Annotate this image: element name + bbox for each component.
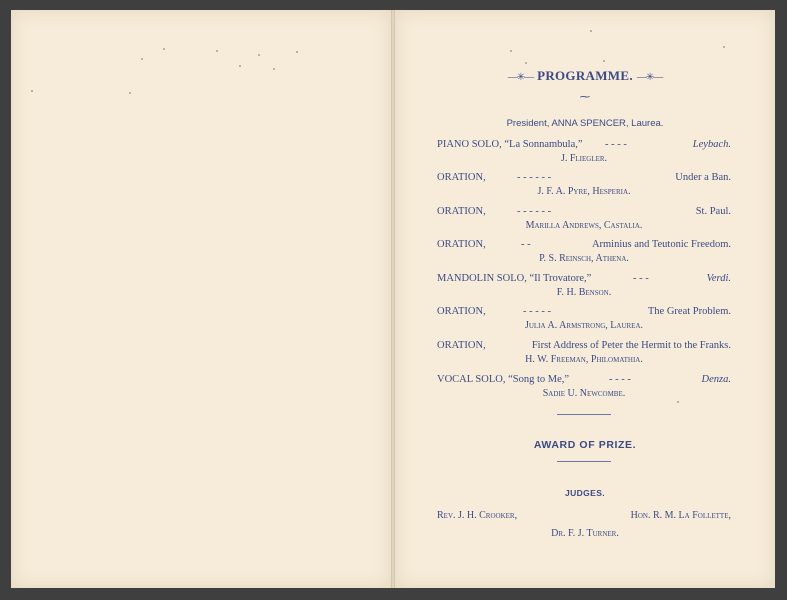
- item-work: St. Paul.: [695, 206, 731, 217]
- award-heading: AWARD OF PRIZE.: [533, 439, 637, 451]
- programme-item: [437, 374, 731, 400]
- title-text: PROGRAMME.: [537, 68, 633, 83]
- item-performer: J. F. A. Pyre, Hesperia.: [537, 186, 631, 197]
- programme-item: [437, 306, 731, 332]
- programme-page: [395, 10, 775, 588]
- programme-item: [437, 340, 731, 366]
- item-work: Leybach.: [692, 139, 731, 150]
- item-type: PIANO SOLO, “La Sonnambula,”: [437, 139, 583, 150]
- item-performer: Marilla Andrews, Castalia.: [525, 220, 643, 231]
- item-work: Verdi.: [706, 273, 731, 284]
- programme-item: [437, 206, 731, 232]
- judge-name: Dr. F. J. Turner.: [551, 528, 619, 539]
- item-type: ORATION,: [437, 306, 486, 317]
- item-performer: H. W. Freeman, Philomathia.: [525, 354, 643, 365]
- flourish-ornament: ⁓: [579, 91, 591, 103]
- item-type: ORATION,: [437, 206, 486, 217]
- item-type: ORATION,: [437, 239, 486, 250]
- judges-heading: JUDGES.: [564, 488, 606, 498]
- item-type: ORATION,: [437, 340, 486, 351]
- item-work: First Address of Peter the Hermit to the Franks.: [531, 340, 731, 351]
- programme-title: [395, 68, 775, 84]
- item-leaders: - - - - - -: [517, 172, 552, 183]
- item-leaders: - - - -: [605, 139, 627, 150]
- left-page: [11, 10, 391, 588]
- item-work: Arminius and Teutonic Freedom.: [591, 239, 731, 250]
- item-leaders: - - - -: [609, 374, 631, 385]
- item-performer: F. H. Benson.: [556, 287, 612, 298]
- item-work: Under a Ban.: [675, 172, 731, 183]
- programme-item: [437, 172, 731, 198]
- item-type: MANDOLIN SOLO, “Il Trovatore,”: [437, 273, 592, 284]
- item-leaders: - -: [521, 239, 531, 250]
- item-leaders: - - -: [633, 273, 649, 284]
- item-performer: Julia A. Armstrong, Laurea.: [524, 320, 644, 331]
- divider: [557, 414, 611, 415]
- item-performer: Sadie U. Newcombe.: [542, 388, 626, 399]
- item-leaders: - - - - -: [523, 306, 551, 317]
- divider: [557, 461, 611, 462]
- judge-name: Hon. R. M. La Follette,: [630, 510, 731, 521]
- ornament-right: —✳—: [636, 72, 663, 83]
- programme-item: [437, 273, 731, 299]
- item-type: VOCAL SOLO, “Song to Me,”: [437, 374, 570, 385]
- item-leaders: - - - - - -: [517, 206, 552, 217]
- ornament-left: —✳—: [507, 72, 534, 83]
- item-work: Denza.: [701, 374, 731, 385]
- programme-item: [437, 139, 731, 165]
- president-line: President, ANNA SPENCER, Laurea.: [506, 118, 664, 129]
- item-performer: P. S. Reinsch, Athena.: [539, 253, 629, 264]
- item-work: The Great Problem.: [647, 306, 731, 317]
- judge-name: Rev. J. H. Crooker,: [437, 510, 518, 521]
- item-type: ORATION,: [437, 172, 486, 183]
- item-performer: J. Fliegler.: [560, 153, 608, 164]
- programme-item: [437, 239, 731, 265]
